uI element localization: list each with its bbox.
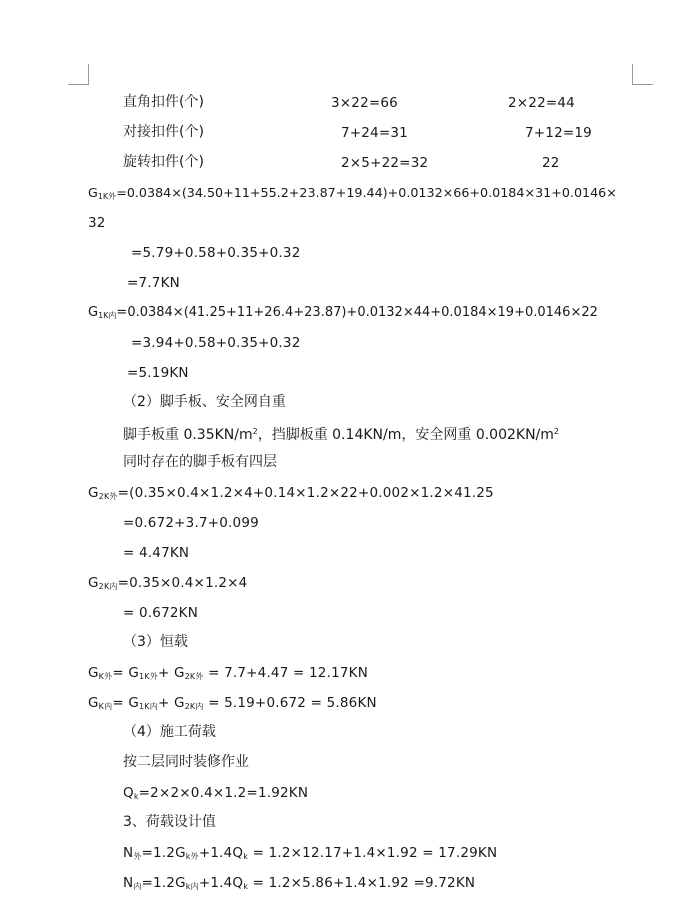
section-4-title: （4）施工荷载 — [123, 724, 216, 740]
g1k-in-formula: $G_{1K内}=0.0384\times(41.25+11+26.4+23.87)+0.0132\times 44+0.0184\times 19+0.0146\times 22$ — [88, 305, 598, 320]
table-outer-1: 7+24=31 — [341, 125, 408, 141]
table-label-0: 直角扣件(个) — [123, 94, 204, 110]
g1k-in-step2: =5.19KN — [127, 365, 189, 381]
table-outer-2: 2×5+22=32 — [341, 155, 429, 171]
section-2-title: （2）脚手板、安全网自重 — [123, 394, 286, 410]
n-in-formula: $N_内=1.2G_{k内}+1.4Q_k = 1.2\times 5.86+1.4\times 1.92 =9.72KN$ — [123, 875, 476, 891]
g1k-in-step1: =3.94+0.58+0.35+0.32 — [131, 335, 301, 351]
table-label-1: 对接扣件(个) — [123, 124, 204, 140]
table-inner-1: 7+12=19 — [525, 125, 592, 141]
section-4-text: 按二层同时装修作业 — [123, 754, 249, 770]
g1k-out-formula: $G_{1K外}=0.0384\times(34.50+11+55.2+23.87+19.44)+0.0132\times 66+0.0184\times 31+0.0146\times$ — [88, 185, 617, 201]
crop-mark-top-right — [632, 64, 653, 85]
g2k-out-formula: $G_{2K外}=(0.35\times 0.4\times 1.2\times 4+0.14\times 1.2\times 22+0.002\times 1.2\times 41.25$ — [88, 485, 494, 501]
section-3-title: （3）恒载 — [123, 634, 188, 650]
gk-out-formula: $G_{K外}= G_{1K外}+ G_{2K外} = 7.7+4.47 = 12.17KN$ — [88, 665, 369, 681]
crop-mark-top-left — [68, 64, 89, 85]
n-out-formula: $N_外=1.2G_{k外}+1.4Q_k = 1.2\times 12.17+1.4\times 1.92 = 17.29KN$ — [123, 845, 498, 861]
g2k-in-formula: $G_{2K内}=0.35\times 0.4\times 1.2\times 4$ — [88, 575, 248, 591]
section-2-layers: 同时存在的脚手板有四层 — [123, 454, 277, 470]
qk-formula: $Q_k=2\times 2\times 0.4\times 1.2=1.92KN$ — [123, 785, 309, 801]
g2k-out-step2: = 4.47KN — [123, 545, 190, 561]
section-2-weights: 脚手板重 $0.35KN/m^2$，挡脚板重 0.14KN/m，安全网重 $0.002KN/m^2$ — [123, 427, 559, 443]
g2k-out-step1: =0.672+3.7+0.099 — [123, 515, 259, 531]
table-label-2: 旋转扣件(个) — [123, 154, 204, 170]
g2k-in-step1: = 0.672KN — [123, 605, 199, 621]
table-outer-0: 3×22=66 — [331, 95, 398, 111]
table-inner-0: 2×22=44 — [508, 95, 575, 111]
table-inner-2: 22 — [542, 155, 560, 171]
g1k-out-formula-cont: 32 — [88, 215, 106, 231]
design-values-title: 3、荷载设计值 — [123, 814, 216, 830]
gk-in-formula: $G_{K内}= G_{1K内}+ G_{2K内} = 5.19+0.672 = 5.86KN$ — [88, 695, 377, 711]
g1k-out-step2: =7.7KN — [127, 275, 180, 291]
g1k-out-step1: =5.79+0.58+0.35+0.32 — [131, 245, 301, 261]
